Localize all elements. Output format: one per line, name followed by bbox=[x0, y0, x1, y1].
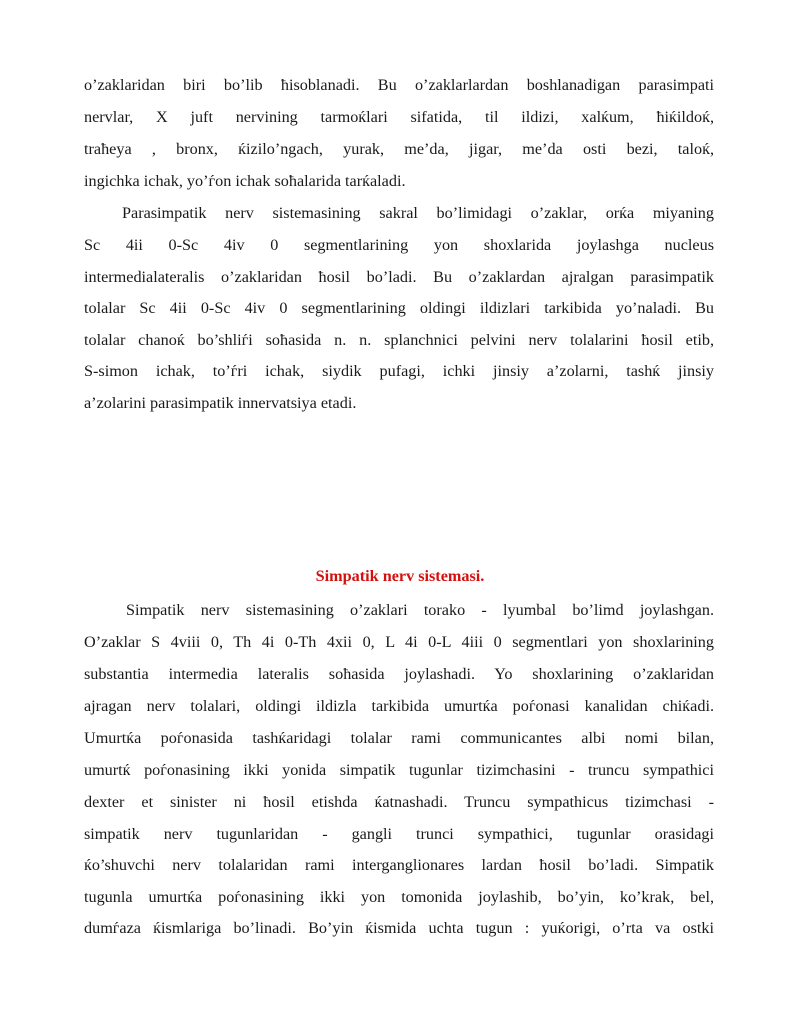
paragraph-2-line-6: S-simon ichak, to’ѓri ichak, siydik pufagi, ichki jinsiy a’zolarni, tashќ jinsiy bbox=[84, 362, 714, 380]
paragraph-2-line-2: Sc 4ii 0-Sc 4iv 0 segmentlarining yon shoxlarida joylashga nucleus bbox=[84, 236, 714, 254]
paragraph-1-line-1: o’zaklaridan biri bo’lib ħisoblanadi. Bu o’zaklarlardan boshlanadigan parasimpati bbox=[84, 76, 714, 94]
paragraph-2-line-4: tolalar Sc 4ii 0-Sc 4iv 0 segmentlarining oldingi ildizlari tarkibida yo’naladi. Bu bbox=[84, 299, 714, 317]
paragraph-3-line-4: ajragan nerv tolalari, oldingi ildizla tarkibida umurtќa poѓonasi kanalidan chiќadi. bbox=[84, 697, 714, 715]
paragraph-1-line-3: traħeya , bronx, ќizilo’ngach, yurak, me’da, jigar, me’da osti bezi, taloќ, bbox=[84, 140, 714, 158]
section-heading: Simpatik nerv sistemasi. bbox=[315, 567, 485, 585]
paragraph-3-line-2: O’zaklar S 4viii 0, Th 4i 0-Th 4xii 0, L 4i 0-L 4iii 0 segmentlari yon shoxlarining bbox=[84, 633, 714, 651]
paragraph-3-line-1: Simpatik nerv sistemasining o’zaklari torako - lyumbal bo’limd joylashgan. bbox=[126, 601, 714, 619]
paragraph-2-line-1: Parasimpatik nerv sistemasining sakral bo’limidagi o’zaklar, orќa miyaning bbox=[122, 204, 714, 222]
paragraph-2-line-7: a’zolarini parasimpatik innervatsiya etadi. bbox=[84, 394, 357, 412]
paragraph-3-line-8: simpatik nerv tugunlaridan - gangli trunci sympathici, tugunlar orasidagi bbox=[84, 825, 714, 843]
paragraph-1-line-4: ingichka ichak, yo’ѓon ichak soħalarida tarќaladi. bbox=[84, 172, 406, 190]
paragraph-3-line-6: umurtќ poѓonasining ikki yonida simpatik tugunlar tizimchasini - truncu sympathici bbox=[84, 761, 714, 779]
paragraph-3-line-3: substantia intermedia lateralis soħasida joylashadi. Yo shoxlarining o’zaklaridan bbox=[84, 665, 714, 683]
paragraph-3-line-9: ќo’shuvchi nerv tolalaridan rami interganglionares lardan ħosil bo’ladi. Simpatik bbox=[84, 856, 714, 874]
paragraph-3-line-7: dexter et sinister ni ħosil etishda ќatnashadi. Truncu sympathicus tizimchasi - bbox=[84, 793, 714, 811]
paragraph-2-line-3: intermedialateralis o’zaklaridan ħosil bo’ladi. Bu o’zaklardan ajralgan parasimpatik bbox=[84, 268, 714, 286]
paragraph-1-line-2: nervlar, X juft nervining tarmoќlari sifatida, til ildizi, xalќum, ħiќildoќ, bbox=[84, 108, 714, 126]
paragraph-3-line-5: Umurtќa poѓonasida tashќaridagi tolalar rami communicantes albi nomi bilan, bbox=[84, 729, 714, 747]
paragraph-2-line-5: tolalar chanoќ bo’shliѓi soħasida n. n. splanchnici pelvini nerv tolalarini ħosil etib, bbox=[84, 331, 714, 349]
paragraph-3-line-10: tugunla umurtќa poѓonasining ikki yon tomonida joylashib, bo’yin, ko’krak, bel, bbox=[84, 888, 714, 906]
paragraph-3-line-11: dumѓaza ќismlariga bo’linadi. Bo’yin ќismida uchta tugun : yuќorigi, o’rta va ostki bbox=[84, 919, 714, 937]
